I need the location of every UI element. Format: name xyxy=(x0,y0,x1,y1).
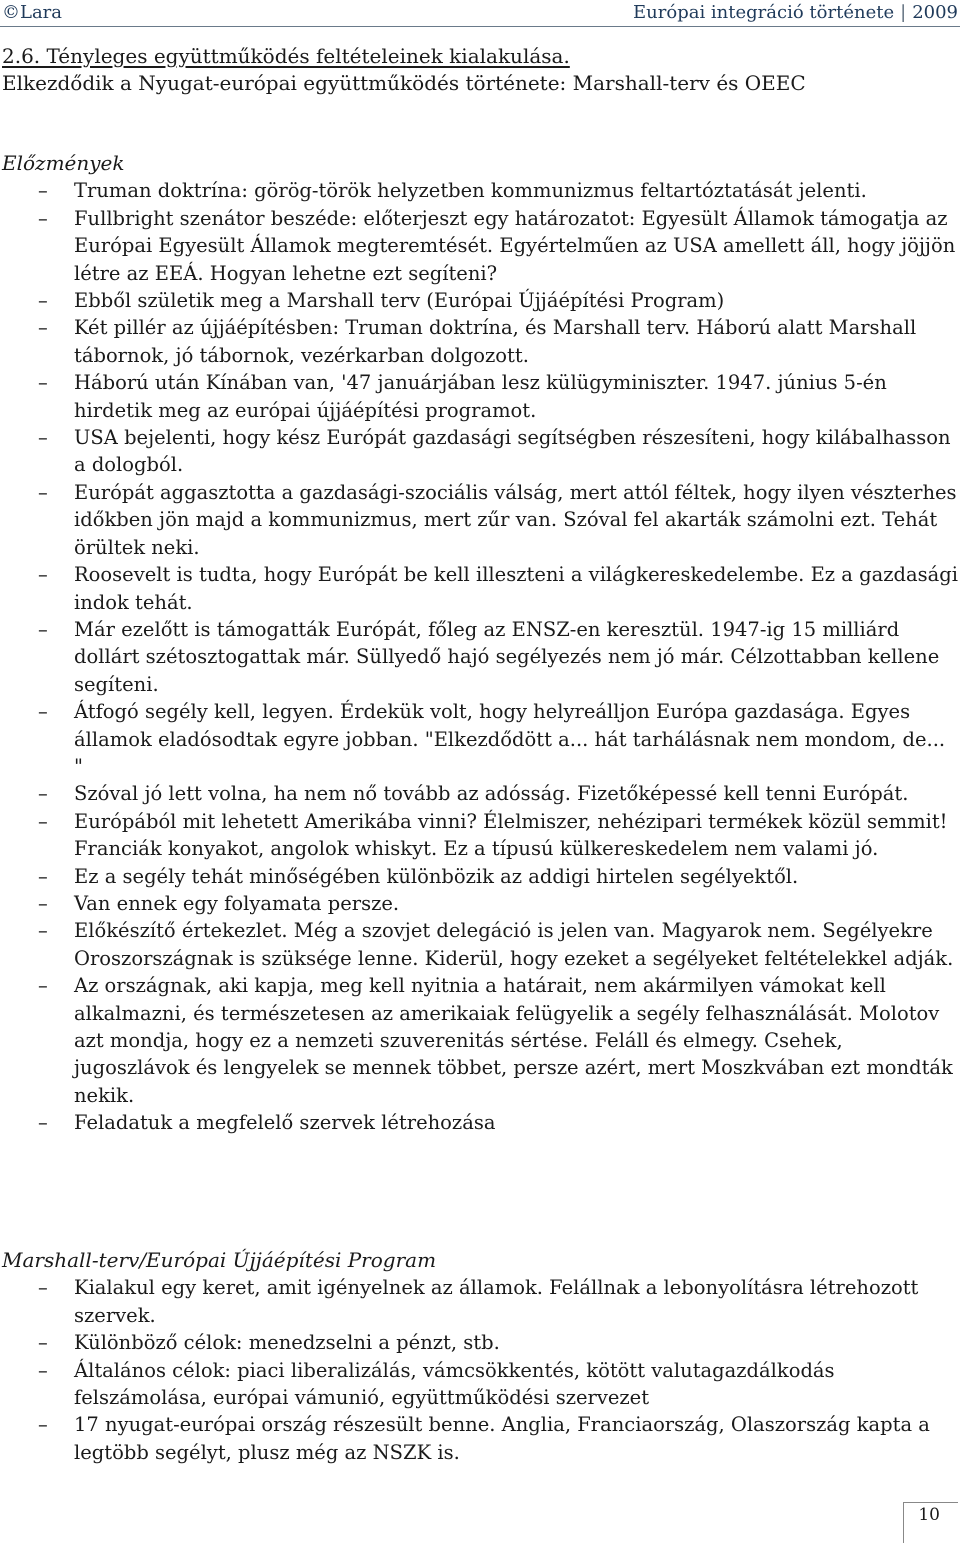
section-heading-text: 2.6. Tényleges együttműködés feltételeinek kialakulása. xyxy=(2,44,570,68)
dash-bullet-icon: – xyxy=(38,700,48,724)
list-item-text: 17 nyugat-európai ország részesült benne. Anglia, Franciaország, Olaszország kapta a legtöbb segélyt, plusz még az NSZK is. xyxy=(74,1413,930,1464)
section-subtitle: Elkezdődik a Nyugat-európai együttműködés története: Marshall-terv és OEEC xyxy=(2,71,806,95)
dash-bullet-icon: – xyxy=(38,782,48,806)
dash-bullet-icon: – xyxy=(38,809,48,833)
section-title: Marshall-terv/Európai Újjáépítési Program xyxy=(2,1248,437,1272)
dash-bullet-icon: – xyxy=(38,1331,48,1355)
list-item xyxy=(2,314,958,369)
page-number: 10 xyxy=(918,1505,940,1525)
dash-bullet-icon: – xyxy=(38,864,48,888)
list-item-text: Előkészítő értekezlet. Még a szovjet delegáció is jelen van. Magyarok nem. Segélyekre Oroszországnak is szüksége lenne. Kiderül, hogy ezeket a segélyeket feltételekkel adják. xyxy=(74,919,954,970)
dash-bullet-icon: – xyxy=(38,1358,48,1382)
list-item-text: Általános célok: piaci liberalizálás, vámcsökkentés, kötött valutagazdálkodás felszámolása, európai vámunió, együttműködési szervezet xyxy=(74,1358,835,1410)
dash-bullet-icon: – xyxy=(38,1111,48,1135)
page-header xyxy=(0,0,960,27)
list-item-text: Ebből születik meg a Marshall terv (Európai Újjáépítési Program) xyxy=(74,289,725,313)
list-item xyxy=(2,698,958,780)
list-item xyxy=(2,287,958,314)
list-item xyxy=(2,1411,958,1466)
list-item-text: Háború után Kínában van, '47 januárjában lesz külügyminiszter. 1947. június 5-én hirdetik meg az európai újjáépítési programot. xyxy=(74,371,887,422)
list-item-text: Átfogó segély kell, legyen. Érdekük volt, hogy helyreálljon Európa gazdasága. Egyes államok eladósodtak egyre jobban. "Elkezdődött a... hát tarhálásnak nem mondom, de... " xyxy=(74,700,946,778)
list-item-text: Az országnak, aki kapja, meg kell nyitnia a határait, nem akármilyen vámokat kell alkalmazni, és természetesen az amerikaiak felügyelik a segély felhasználását. Molotov azt mondja, hogy ez a nemzeti szuverenitás sértése. Feláll és elmegy. Csehek, jugoszlávok és lengyelek se mennek többet, persze azért, mert Moszkvában ezt mondták nekik. xyxy=(74,974,953,1107)
list-item xyxy=(2,808,958,863)
list-item xyxy=(2,424,958,479)
list-item xyxy=(2,863,958,890)
dash-bullet-icon: – xyxy=(38,371,48,395)
dash-bullet-icon: – xyxy=(38,617,48,641)
header-title-text: Európai integráció története xyxy=(633,2,895,23)
list-item-text: Truman doktrína: görög-török helyzetben kommunizmus feltartóztatását jelenti. xyxy=(74,179,867,203)
dash-bullet-icon: – xyxy=(38,179,48,203)
list-item xyxy=(2,177,958,204)
list-item-text: Roosevelt is tudta, hogy Európát be kell illeszteni a világkereskedelembe. Ez a gazdasági indok tehát. xyxy=(74,563,958,614)
dash-bullet-icon: – xyxy=(38,480,48,504)
list-item-text: Van ennek egy folyamata persze. xyxy=(74,891,400,915)
list-item xyxy=(2,369,958,424)
list-item xyxy=(2,1329,958,1356)
list-item-text: Különböző célok: menedzselni a pénzt, stb. xyxy=(74,1331,500,1355)
section-heading xyxy=(2,44,570,68)
section-title: Előzmények xyxy=(2,151,125,175)
dash-bullet-icon: – xyxy=(38,426,48,450)
list-item-text: Feladatuk a megfelelő szervek létrehozása xyxy=(74,1111,496,1135)
list-item xyxy=(2,561,958,616)
dash-bullet-icon: – xyxy=(38,919,48,943)
bullet-list xyxy=(2,1274,958,1466)
list-item-text: Már ezelőtt is támogatták Európát, főleg az ENSZ-en keresztül. 1947-ig 15 milliárd dollárt szétosztogattak már. Süllyedő hajó segélyezés nem jó már. Célzottabban kellene segíteni. xyxy=(74,617,940,696)
header-doc-title xyxy=(633,2,958,23)
list-item xyxy=(2,780,958,807)
list-item xyxy=(2,1109,958,1136)
list-item xyxy=(2,890,958,917)
dash-bullet-icon: – xyxy=(38,1276,48,1300)
list-item-text: Ez a segély tehát minőségében különbözik az addigi hirtelen segélyektől. xyxy=(74,864,799,888)
dash-bullet-icon: – xyxy=(38,289,48,313)
dash-bullet-icon: – xyxy=(38,206,48,230)
list-item xyxy=(2,479,958,561)
list-item xyxy=(2,1274,958,1329)
list-item xyxy=(2,205,958,287)
dash-bullet-icon: – xyxy=(38,563,48,587)
section-elozmenyek xyxy=(2,150,958,1137)
bullet-list xyxy=(2,177,958,1136)
list-item-text: Európát aggasztotta a gazdasági-szociális válság, mert attól féltek, hogy ilyen vészterhes időkben jön majd a kommunizmus, mert zűr van. Szóval fel akarták számolni ezt. Tehát örültek neki. xyxy=(74,480,957,559)
list-item xyxy=(2,972,958,1109)
dash-bullet-icon: – xyxy=(38,1413,48,1437)
list-item-text: Két pillér az újjáépítésben: Truman doktrína, és Marshall terv. Háború alatt Marshall tábornok, jó tábornok, vezérkarban dolgozott. xyxy=(74,316,917,367)
header-year: 2009 xyxy=(912,2,958,23)
section-marshall-terv xyxy=(2,1247,958,1466)
header-separator: | xyxy=(900,2,907,23)
list-item-text: Szóval jó lett volna, ha nem nő tovább az adósság. Fizetőképessé kell tenni Európát. xyxy=(74,782,909,806)
header-author: ©Lara xyxy=(2,2,63,23)
list-item-text: Európából mit lehetett Amerikába vinni? Élelmiszer, nehézipari termékek közül semmit! Franciák konyakot, angolok whiskyt. Ez a típusú külkereskedelem nem valami jó. xyxy=(74,809,948,861)
list-item-text: USA bejelenti, hogy kész Európát gazdasági segítségben részesíteni, hogy kilábalhasson a dologból. xyxy=(74,426,951,477)
list-item-text: Kialakul egy keret, amit igényelnek az államok. Felállnak a lebonyolításra létrehozott szervek. xyxy=(74,1276,919,1327)
list-item-text: Fullbright szenátor beszéde: előterjeszt egy határozatot: Egyesült Államok támogatja az Európai Egyesült Államok megteremtését. Egyértelműen az USA amellett áll, hogy jöjjön létre az EEÁ. Hogyan lehetne ezt segíteni? xyxy=(74,206,956,285)
dash-bullet-icon: – xyxy=(38,891,48,915)
dash-bullet-icon: – xyxy=(38,974,48,998)
list-item xyxy=(2,1357,958,1412)
list-item xyxy=(2,616,958,698)
dash-bullet-icon: – xyxy=(38,316,48,340)
list-item xyxy=(2,917,958,972)
